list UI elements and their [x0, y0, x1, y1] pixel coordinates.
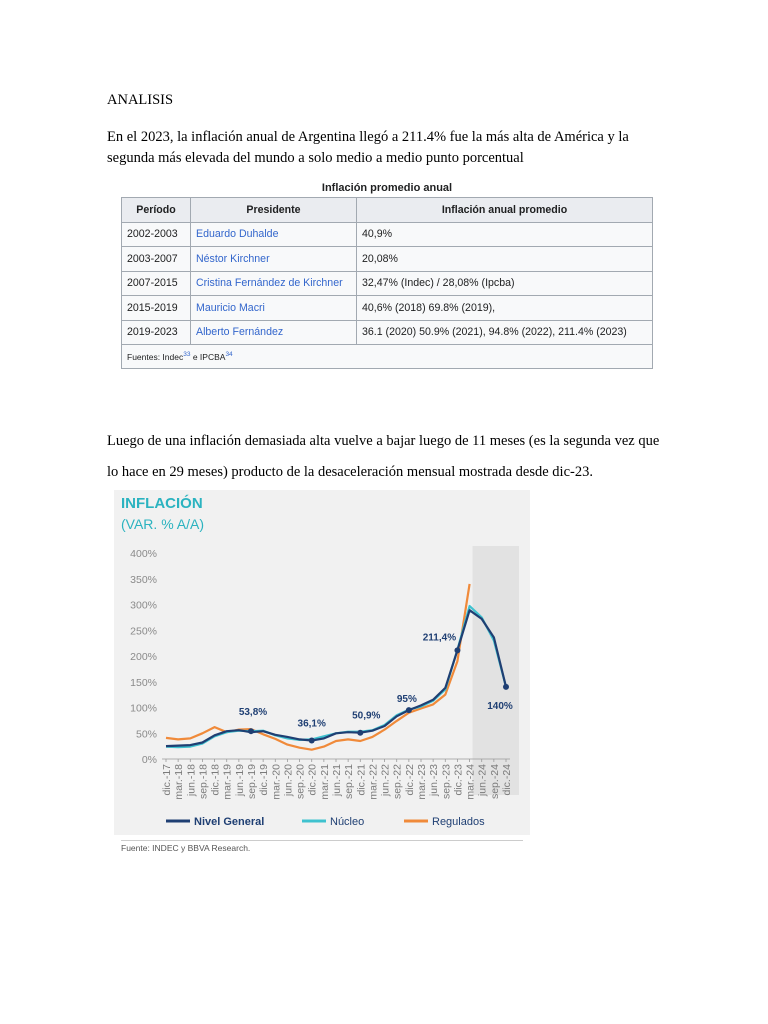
- table-row: [122, 320, 653, 345]
- legend-label: Regulados: [432, 816, 485, 828]
- table-header-row: [122, 198, 653, 223]
- table-row: [122, 296, 653, 321]
- president-link[interactable]: Mauricio Macri: [191, 296, 357, 321]
- table-caption: Inflación promedio anual: [321, 182, 453, 194]
- x-tick-label: sep.-19: [246, 764, 258, 800]
- x-tick-label: sep.-22: [391, 764, 404, 800]
- annotation-label: 36,1%: [297, 718, 326, 730]
- chart-source: Fuente: INDEC y BBVA Research.: [121, 843, 251, 853]
- col-header-period: Período: [122, 198, 191, 223]
- y-tick-label: 250%: [130, 625, 157, 638]
- x-tick-label: jun.-20: [282, 764, 295, 797]
- x-tick-label: mar.-24: [464, 764, 477, 800]
- y-tick-label: 50%: [135, 728, 157, 741]
- annotation-label: 211,4%: [422, 632, 457, 644]
- x-tick-label: dic.-23: [452, 764, 465, 796]
- col-header-president: Presidente: [191, 198, 357, 223]
- x-tick-label: sep.-23: [440, 764, 453, 800]
- cell-period: 2015-2019: [122, 296, 191, 321]
- table-row: [122, 271, 653, 296]
- president-link[interactable]: Eduardo Duhalde: [191, 222, 357, 247]
- president-link[interactable]: Néstor Kirchner: [191, 247, 357, 272]
- chart-shaded-region: [473, 546, 519, 795]
- cell-inflation: 32,47% (Indec) / 28,08% (Ipcba): [357, 271, 653, 296]
- table-source: [122, 345, 653, 369]
- x-tick-label: jun.-23: [428, 764, 441, 797]
- table-row: [122, 247, 653, 272]
- source-ref-link[interactable]: 34: [225, 351, 233, 359]
- x-tick-label: mar.-18: [173, 764, 186, 800]
- x-tick-label: dic.-19: [258, 764, 271, 796]
- table-row: [122, 222, 653, 247]
- chart-title: INFLACIÓN: [121, 495, 203, 512]
- source-mid: e IPCBA: [190, 351, 226, 362]
- president-link[interactable]: Alberto Fernández: [191, 320, 357, 345]
- chart-plot: [114, 540, 530, 835]
- inflation-chart: [114, 490, 530, 850]
- cell-period: 2003-2007: [122, 247, 191, 272]
- cell-inflation: 36.1 (2020) 50.9% (2021), 94.8% (2022), 211.4% (2023): [357, 320, 653, 345]
- source-ref-link[interactable]: 33: [183, 351, 191, 359]
- x-tick-label: dic.-20: [306, 764, 319, 796]
- chart-divider: [121, 840, 523, 841]
- x-tick-label: jun.-19: [233, 764, 246, 797]
- cell-inflation: 40,9%: [357, 222, 653, 247]
- cell-inflation: 20,08%: [357, 247, 653, 272]
- annotation-marker: [248, 728, 254, 734]
- annotation-marker: [503, 684, 509, 690]
- x-tick-label: jun.-22: [379, 764, 392, 797]
- source-label: Fuentes: Indec: [127, 351, 184, 362]
- x-tick-label: sep.-20: [294, 764, 307, 800]
- y-tick-label: 200%: [130, 651, 157, 663]
- annotation-marker: [309, 737, 315, 743]
- x-tick-label: sep.-24: [488, 764, 501, 800]
- legend-label: Nivel General: [194, 816, 265, 828]
- x-tick-label: mar.-19: [221, 764, 234, 800]
- table-source-row: [122, 345, 653, 369]
- x-tick-label: sep.-18: [197, 764, 210, 800]
- annotation-label: 50,9%: [352, 710, 381, 722]
- legend-label: Núcleo: [330, 816, 365, 828]
- chart-header: [114, 490, 530, 540]
- y-tick-label: 150%: [130, 676, 157, 689]
- y-tick-label: 300%: [130, 599, 157, 612]
- cell-period: 2019-2023: [122, 320, 191, 345]
- x-tick-label: jun.-21: [331, 764, 343, 797]
- y-tick-label: 0%: [141, 754, 157, 766]
- x-tick-label: mar.-23: [416, 764, 428, 800]
- annotation-marker: [454, 647, 460, 653]
- x-tick-label: dic.-18: [209, 764, 222, 796]
- x-tick-label: dic.-24: [501, 764, 513, 796]
- x-tick-label: mar.-22: [367, 764, 380, 800]
- annotation-label: 140%: [487, 700, 513, 712]
- annotation-marker: [406, 707, 412, 713]
- analysis-paragraph: Luego de una inflación demasiada alta vuelve a bajar luego de 11 meses (es la segunda vez que lo hace en 29 meses) producto de la desaceleración mensual mostrada desde dic-23.: [107, 433, 660, 480]
- president-link[interactable]: Cristina Fernández de Kirchner: [191, 271, 357, 296]
- x-tick-label: jun.-24: [476, 764, 489, 797]
- x-tick-label: dic.-17: [161, 764, 173, 796]
- col-header-inflation: Inflación anual promedio: [357, 198, 653, 223]
- x-tick-label: jun.-18: [185, 764, 198, 797]
- inflation-table: [121, 197, 653, 369]
- y-tick-label: 100%: [130, 702, 157, 715]
- chart-subtitle: (VAR. % A/A): [121, 516, 204, 532]
- annotation-label: 95%: [396, 694, 417, 706]
- cell-period: 2002-2003: [122, 222, 191, 247]
- x-tick-label: dic.-22: [403, 764, 416, 796]
- intro-paragraph: En el 2023, la inflación anual de Argentina llegó a 211.4% fue la más alta de América y la segunda más elevada del mundo a solo medio a medio punto porcentual: [107, 129, 629, 166]
- x-tick-label: mar.-21: [318, 764, 331, 800]
- cell-inflation: 40,6% (2018) 69.8% (2019),: [357, 296, 653, 321]
- y-tick-label: 350%: [130, 573, 157, 586]
- x-tick-label: mar.-20: [270, 764, 283, 800]
- y-tick-label: 400%: [130, 548, 157, 560]
- inflation-table-block: [121, 179, 653, 369]
- x-tick-label: sep.-21: [343, 764, 356, 800]
- section-heading: ANALISIS: [107, 92, 174, 108]
- annotation-marker: [357, 730, 363, 736]
- cell-period: 2007-2015: [122, 271, 191, 296]
- x-tick-label: dic.-21: [355, 764, 368, 796]
- annotation-label: 53,8%: [238, 707, 268, 719]
